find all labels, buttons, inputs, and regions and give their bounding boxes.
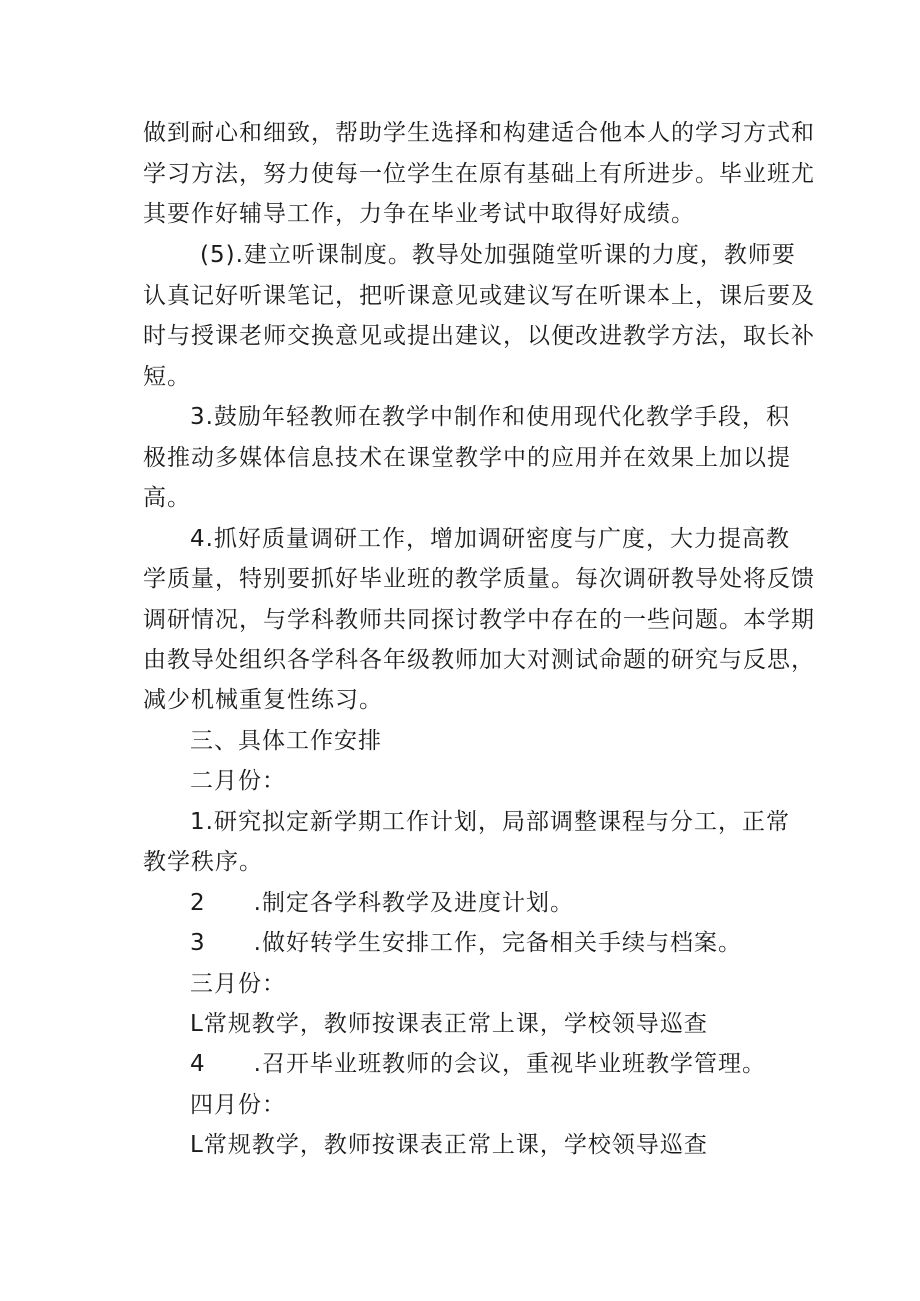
text-line: 高。 (143, 485, 191, 511)
text-line: 由教导处组织各学科各年级教师加大对测试命题的研究与反思， (143, 647, 815, 673)
text-line: 时与授课老师交换意见或提出建议，以便改进教学方法，取长补 (143, 323, 815, 349)
text-line: 教学秩序。 (143, 849, 263, 875)
list-item: L常规教学，教师按课表正常上课，学校领导巡查 (190, 1011, 708, 1037)
list-item: 4 .召开毕业班教师的会议，重视毕业班教学管理。 (190, 1051, 766, 1077)
list-item: L常规教学，教师按课表正常上课，学校领导巡查 (190, 1132, 708, 1158)
section-heading: 三、具体工作安排 (190, 728, 382, 754)
text-line: 认真记好听课笔记，把听课意见或建议写在听课本上，课后要及 (143, 283, 815, 309)
text-line: 做到耐心和细致，帮助学生选择和构建适合他本人的学习方式和 (143, 120, 815, 146)
paragraph-4-heading: 4.抓好质量调研工作，增加调研密度与广度，大力提高教 (190, 526, 790, 552)
month-heading-april: 四月份： (190, 1092, 286, 1118)
text-line: 调研情况，与学科教师共同探讨教学中存在的一些问题。本学期 (143, 607, 815, 633)
text-line: 短。 (143, 364, 191, 390)
paragraph-3-heading: 3.鼓励年轻教师在教学中制作和使用现代化教学手段，积 (190, 404, 790, 430)
text-line: 学质量，特别要抓好毕业班的教学质量。每次调研教导处将反馈 (143, 566, 815, 592)
paragraph-5-heading: (5).建立听课制度。教导处加强随堂听课的力度，教师要 (200, 242, 796, 268)
month-heading-february: 二月份： (190, 768, 286, 794)
list-item: 1.研究拟定新学期工作计划，局部调整课程与分工，正常 (190, 809, 790, 835)
month-heading-march: 三月份： (190, 971, 286, 997)
text-line: 其要作好辅导工作，力争在毕业考试中取得好成绩。 (143, 201, 695, 227)
text-line: 学习方法，努力使每一位学生在原有基础上有所进步。毕业班尤 (143, 161, 815, 187)
list-item: 2 .制定各学科教学及进度计划。 (190, 890, 574, 916)
text-line: 减少机械重复性练习。 (143, 687, 383, 713)
text-line: 极推动多媒体信息技术在课堂教学中的应用并在效果上加以提 (143, 445, 791, 471)
list-item: 3 .做好转学生安排工作，完备相关手续与档案。 (190, 930, 742, 956)
